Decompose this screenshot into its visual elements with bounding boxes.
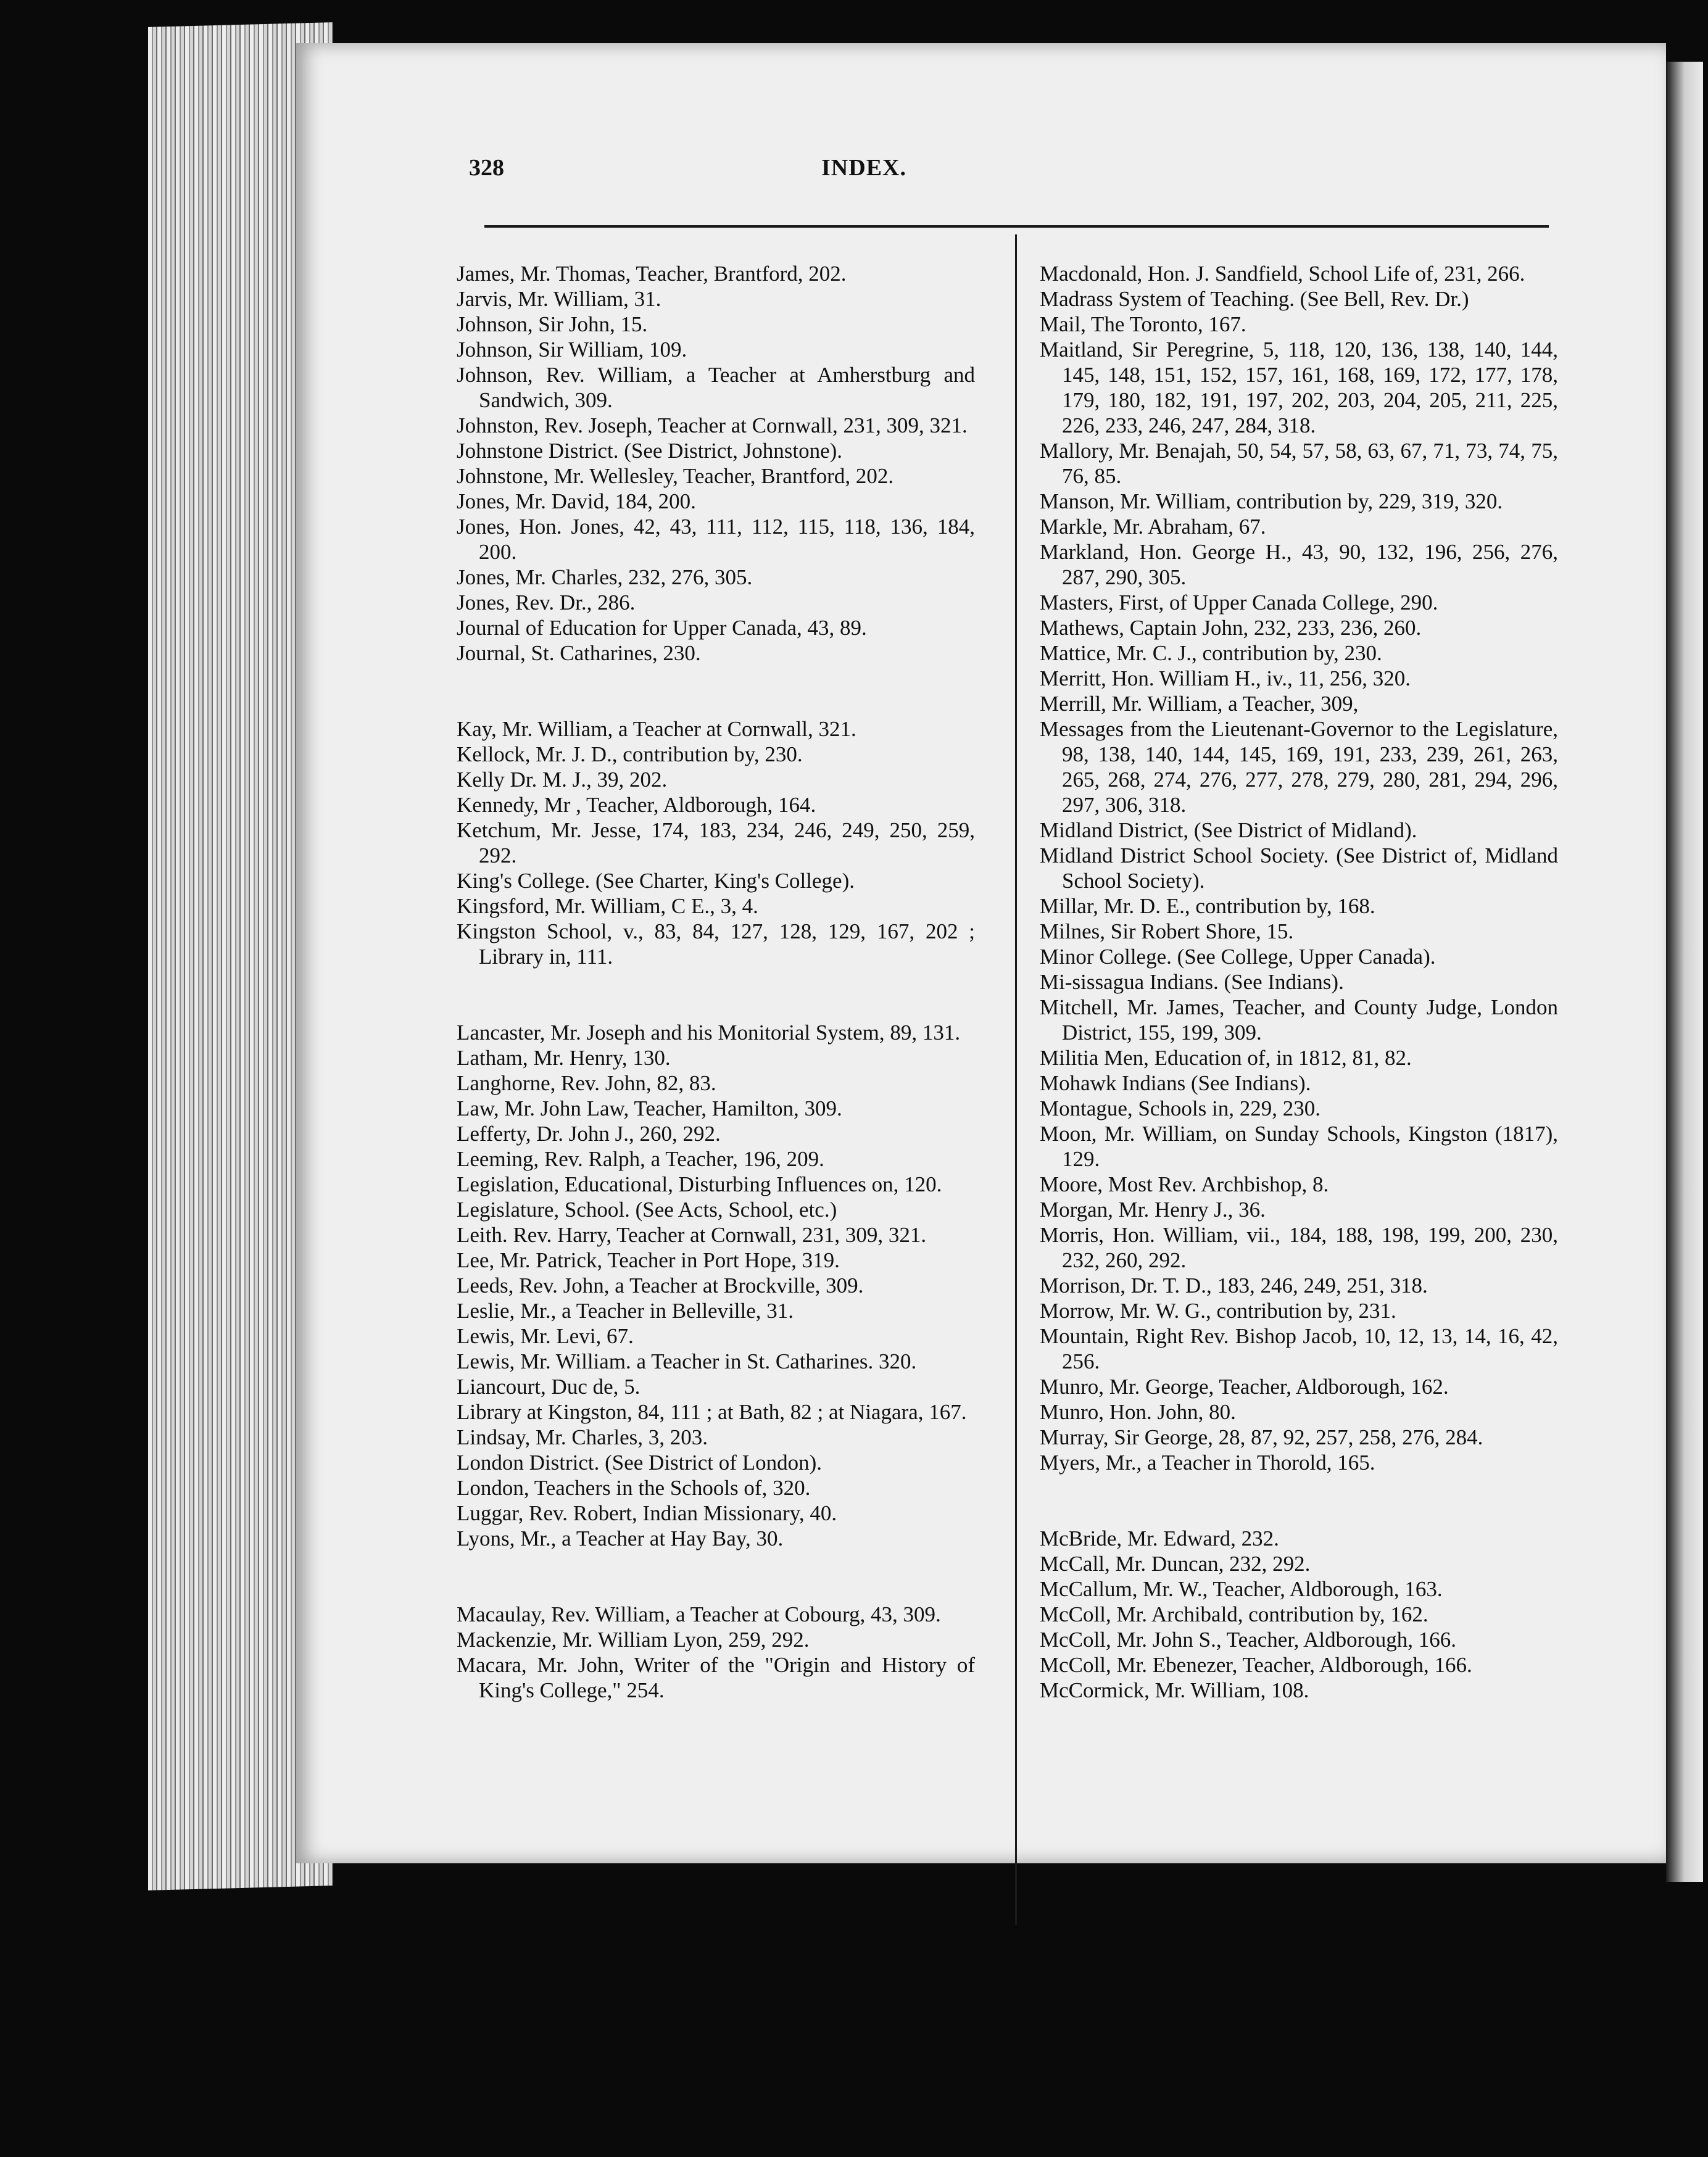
index-entry: Lewis, Mr. Levi, 67. [457, 1324, 634, 1348]
index-entry: Journal, St. Catharines, 230. [457, 641, 701, 665]
index-column-left [457, 261, 975, 1703]
index-entry: Mi-sissagua Indians. (See Indians). [1040, 970, 1344, 994]
index-entry: Lindsay, Mr. Charles, 3, 203. [457, 1425, 708, 1449]
index-entry: Morrison, Dr. T. D., 183, 246, 249, 251, 318. [1040, 1273, 1428, 1298]
index-entry: Mackenzie, Mr. William Lyon, 259, 292. [457, 1628, 810, 1652]
index-entry: London, Teachers in the Schools of, 320. [457, 1476, 811, 1500]
index-entry: Markle, Mr. Abraham, 67. [1040, 515, 1266, 539]
index-entry: Munro, Hon. John, 80. [1040, 1400, 1236, 1424]
index-entry: King's College. (See Charter, King's College). [457, 869, 855, 893]
page-number: 328 [469, 155, 504, 181]
index-entry: Legislation, Educational, Disturbing Influences on, 120. [457, 1172, 942, 1196]
index-entry: Kay, Mr. William, a Teacher at Cornwall, 321. [457, 717, 856, 741]
index-entry: Kingsford, Mr. William, C E., 3, 4. [457, 894, 758, 918]
index-entry: Morris, Hon. William, vii., 184, 188, 198, 199, 200, 230, 232, 260, 292. [1040, 1223, 1558, 1272]
index-entry: Macara, Mr. John, Writer of the "Origin and History of King's College," 254. [457, 1653, 975, 1702]
index-entry: Mathews, Captain John, 232, 233, 236, 260. [1040, 616, 1422, 640]
index-entry: Montague, Schools in, 229, 230. [1040, 1096, 1320, 1120]
letter-group-gap [457, 666, 975, 716]
index-entry: Kelly Dr. M. J., 39, 202. [457, 768, 668, 792]
index-entry: Liancourt, Duc de, 5. [457, 1375, 640, 1399]
index-entry: Markland, Hon. George H., 43, 90, 132, 196, 256, 276, 287, 290, 305. [1040, 540, 1558, 589]
index-entry: McColl, Mr. Archibald, contribution by, 162. [1040, 1602, 1428, 1626]
index-entry: McCormick, Mr. William, 108. [1040, 1678, 1309, 1702]
index-entry: Jones, Mr. David, 184, 200. [457, 489, 696, 513]
index-column-right [1040, 261, 1558, 1703]
index-entry: Masters, First, of Upper Canada College, 290. [1040, 590, 1438, 615]
index-entry: Mitchell, Mr. James, Teacher, and County Judge, London District, 155, 199, 309. [1040, 995, 1558, 1045]
index-entry: Mail, The Toronto, 167. [1040, 312, 1246, 336]
index-entry: Moore, Most Rev. Archbishop, 8. [1040, 1172, 1329, 1196]
index-entry: Munro, Mr. George, Teacher, Aldborough, 162. [1040, 1375, 1449, 1399]
index-entry: Morgan, Mr. Henry J., 36. [1040, 1198, 1266, 1222]
index-entry: London District. (See District of London). [457, 1451, 822, 1475]
index-entry: Leslie, Mr., a Teacher in Belleville, 31. [457, 1299, 794, 1323]
index-entry: Johnstone District. (See District, Johnstone). [457, 439, 843, 463]
index-entry: Johnson, Sir John, 15. [457, 312, 648, 336]
index-entry: McBride, Mr. Edward, 232. [1040, 1526, 1279, 1550]
index-entry: Library at Kingston, 84, 111 ; at Bath, 82 ; at Niagara, 167. [457, 1400, 967, 1424]
index-entry: Lewis, Mr. William. a Teacher in St. Catharines. 320. [457, 1349, 917, 1373]
index-entry: Lee, Mr. Patrick, Teacher in Port Hope, 319. [457, 1248, 840, 1272]
index-entry: Leith. Rev. Harry, Teacher at Cornwall, 231, 309, 321. [457, 1223, 927, 1247]
facing-page-edge [1666, 62, 1703, 1882]
index-entry: Maitland, Sir Peregrine, 5, 118, 120, 136, 138, 140, 144, 145, 148, 151, 152, 157, 161, 168, 169, 172, 177, 178, 179, 180, 182, 191, 197, 202, 203, 204, 205, 211, 225, 226, 233, 246, 247, 284, 318. [1040, 337, 1558, 437]
index-entry: Minor College. (See College, Upper Canada). [1040, 945, 1436, 969]
index-entry: McCallum, Mr. W., Teacher, Aldborough, 163. [1040, 1577, 1443, 1601]
index-entry: Manson, Mr. William, contribution by, 229, 319, 320. [1040, 489, 1503, 513]
index-entry: Moon, Mr. William, on Sunday Schools, Kingston (1817), 129. [1040, 1122, 1558, 1171]
index-entry: Leeming, Rev. Ralph, a Teacher, 196, 209. [457, 1147, 824, 1171]
index-entry: Leeds, Rev. John, a Teacher at Brockville, 309. [457, 1273, 864, 1298]
index-entry: Millar, Mr. D. E., contribution by, 168. [1040, 894, 1375, 918]
index-entry: Jones, Mr. Charles, 232, 276, 305. [457, 565, 753, 589]
index-entry: Midland District School Society. (See District of, Midland School Society). [1040, 843, 1558, 893]
running-head [469, 154, 1259, 191]
index-entry: Madrass System of Teaching. (See Bell, Rev. Dr.) [1040, 287, 1469, 311]
header-rule [484, 225, 1549, 228]
index-entry: Lefferty, Dr. John J., 260, 292. [457, 1122, 721, 1146]
index-entry: Mattice, Mr. C. J., contribution by, 230. [1040, 641, 1382, 665]
index-entry: Jones, Hon. Jones, 42, 43, 111, 112, 115, 118, 136, 184, 200. [457, 515, 975, 564]
index-entry: Johnstone, Mr. Wellesley, Teacher, Brantford, 202. [457, 464, 894, 488]
index-entry: James, Mr. Thomas, Teacher, Brantford, 202. [457, 262, 847, 286]
letter-group-gap [457, 1551, 975, 1602]
index-entry: Mountain, Right Rev. Bishop Jacob, 10, 12, 13, 14, 16, 42, 256. [1040, 1324, 1558, 1373]
index-entry: Ketchum, Mr. Jesse, 174, 183, 234, 246, 249, 250, 259, 292. [457, 818, 975, 867]
index-entry: Kennedy, Mr , Teacher, Aldborough, 164. [457, 793, 816, 817]
index-entry: Milnes, Sir Robert Shore, 15. [1040, 919, 1294, 943]
index-entry: Johnson, Sir William, 109. [457, 337, 687, 362]
index-entry: Langhorne, Rev. John, 82, 83. [457, 1071, 716, 1095]
index-entry: McCall, Mr. Duncan, 232, 292. [1040, 1552, 1311, 1576]
index-entry: Johnston, Rev. Joseph, Teacher at Cornwall, 231, 309, 321. [457, 413, 968, 437]
index-entry: Midland District, (See District of Midland). [1040, 818, 1417, 842]
index-entry: Lancaster, Mr. Joseph and his Monitorial System, 89, 131. [457, 1021, 961, 1045]
index-entry: Merrill, Mr. William, a Teacher, 309, [1040, 692, 1359, 716]
page-heading: INDEX. [821, 155, 906, 181]
index-entry: Lyons, Mr., a Teacher at Hay Bay, 30. [457, 1526, 784, 1550]
column-divider [1015, 234, 1017, 1925]
index-entry: Morrow, Mr. W. G., contribution by, 231. [1040, 1299, 1396, 1323]
index-entry: Myers, Mr., a Teacher in Thorold, 165. [1040, 1451, 1375, 1475]
index-entry: Merritt, Hon. William H., iv., 11, 256, 320. [1040, 666, 1411, 690]
index-entry: Macdonald, Hon. J. Sandfield, School Life of, 231, 266. [1040, 262, 1525, 286]
index-entry: Mohawk Indians (See Indians). [1040, 1071, 1311, 1095]
index-entry: Luggar, Rev. Robert, Indian Missionary, 40. [457, 1501, 837, 1525]
index-entry: McColl, Mr. Ebenezer, Teacher, Aldborough, 166. [1040, 1653, 1472, 1677]
index-entry: Militia Men, Education of, in 1812, 81, 82. [1040, 1046, 1412, 1070]
index-entry: Legislature, School. (See Acts, School, etc.) [457, 1198, 837, 1222]
index-entry: Journal of Education for Upper Canada, 43, 89. [457, 616, 867, 640]
index-entry: McColl, Mr. John S., Teacher, Aldborough, 166. [1040, 1628, 1457, 1652]
index-entry: Kellock, Mr. J. D., contribution by, 230. [457, 742, 803, 766]
letter-group-gap [457, 969, 975, 1020]
index-entry: Murray, Sir George, 28, 87, 92, 257, 258, 276, 284. [1040, 1425, 1483, 1449]
index-entry: Jones, Rev. Dr., 286. [457, 590, 636, 615]
index-entry: Messages from the Lieutenant-Governor to the Legislature, 98, 138, 140, 144, 145, 169, 191, 233, 239, 261, 263, 265, 268, 274, 276, 277, 278, 279, 280, 281, 294, 296, 297, 306, 318. [1040, 717, 1558, 817]
index-entry: Mallory, Mr. Benajah, 50, 54, 57, 58, 63, 67, 71, 73, 74, 75, 76, 85. [1040, 439, 1558, 488]
index-entry: Latham, Mr. Henry, 130. [457, 1046, 671, 1070]
letter-group-gap [1040, 1475, 1558, 1526]
index-entry: Johnson, Rev. William, a Teacher at Amherstburg and Sandwich, 309. [457, 363, 975, 412]
index-entry: Macaulay, Rev. William, a Teacher at Cobourg, 43, 309. [457, 1602, 941, 1626]
index-entry: Kingston School, v., 83, 84, 127, 128, 129, 167, 202 ; Library in, 111. [457, 919, 975, 969]
index-entry: Law, Mr. John Law, Teacher, Hamilton, 309. [457, 1096, 842, 1120]
index-entry: Jarvis, Mr. William, 31. [457, 287, 661, 311]
